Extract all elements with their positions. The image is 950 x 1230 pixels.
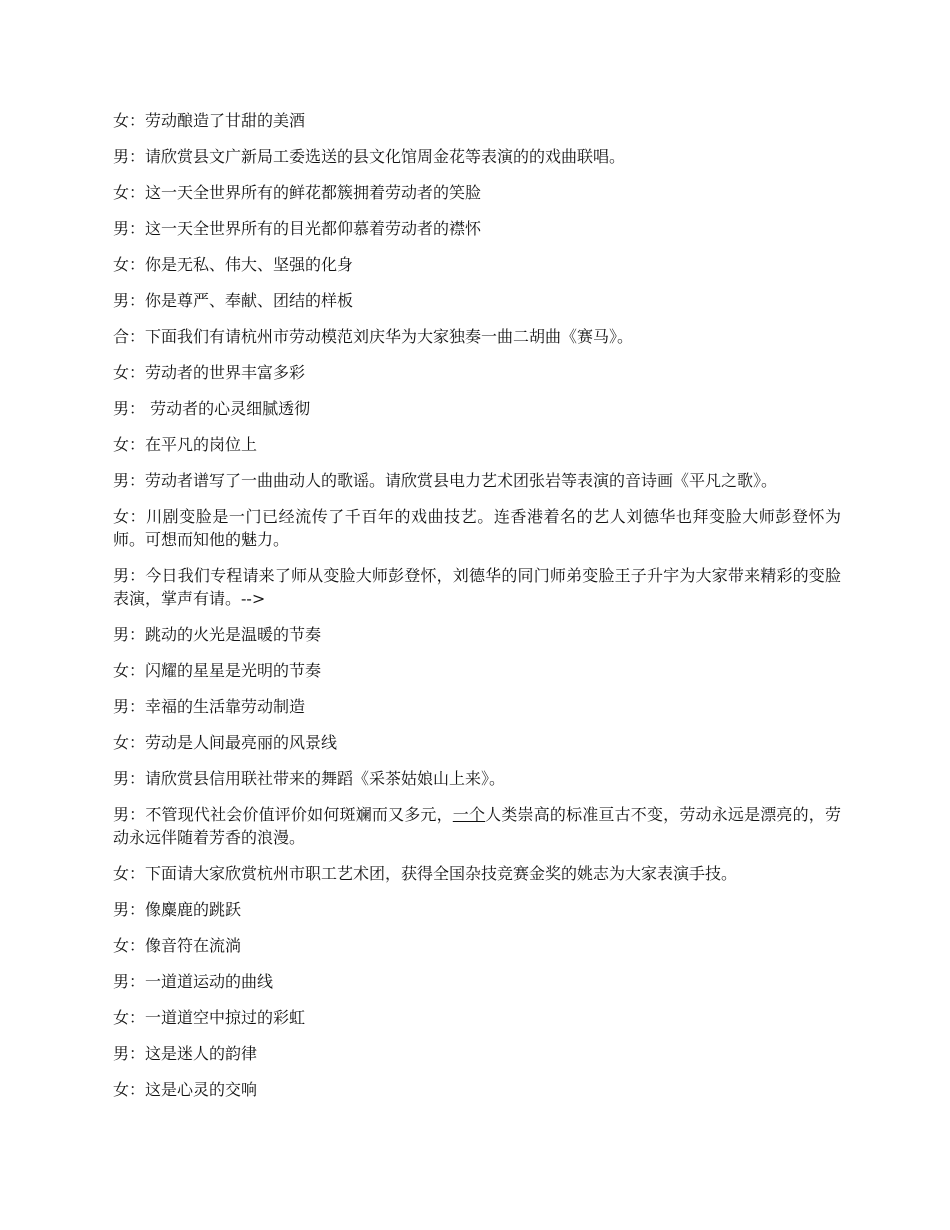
paragraph: 男：请欣赏县信用联社带来的舞蹈《采茶姑娘山上来》。 <box>113 769 506 788</box>
paragraph: 女：劳动是人间最亮丽的风景线 <box>113 733 338 752</box>
paragraph: 男：请欣赏县文广新局工委选送的县文化馆周金花等表演的的戏曲联唱。 <box>113 147 626 166</box>
paragraph: 男：这是迷人的韵律 <box>113 1044 258 1063</box>
paragraph: 男：幸福的生活靠劳动制造 <box>113 697 306 716</box>
paragraph-text-before: 男：不管现代社会价值评价如何斑斓而又多元， <box>113 805 453 824</box>
paragraph: 男：劳动者谱写了一曲曲动人的歌谣。请欣赏县电力艺术团张岩等表演的音诗画《平凡之歌》。 <box>113 471 778 490</box>
paragraph: 合：下面我们有请杭州市劳动模范刘庆华为大家独奏一曲二胡曲《赛马》。 <box>113 327 634 346</box>
underlined-text: 一个 <box>452 805 486 824</box>
paragraph: 女：你是无私、伟大、坚强的化身 <box>113 255 354 274</box>
paragraph: 男：像麋鹿的跳跃 <box>113 900 242 919</box>
paragraph: 男：今日我们专程请来了师从变脸大师彭登怀，刘德华的同门师弟变脸王子升宇为大家带来精彩的变脸表演，掌声有请。--> <box>113 566 841 608</box>
paragraph: 男： 劳动者的心灵细腻透彻 <box>113 399 311 418</box>
paragraph: 女：下面请大家欣赏杭州市职工艺术团，获得全国杂技竞赛金奖的姚志为大家表演手技。 <box>113 864 738 883</box>
paragraph-with-underline <box>113 803 841 849</box>
paragraph: 女：闪耀的星星是光明的节奏 <box>113 661 322 680</box>
paragraph-text-after: 人类崇高的标准亘古不变，劳动永远是漂亮的，劳动永远伴随着芳香的浪漫。 <box>113 805 841 847</box>
paragraph: 男：一道道运动的曲线 <box>113 972 274 991</box>
paragraph: 女：一道道空中掠过的彩虹 <box>113 1008 306 1027</box>
document-body <box>113 109 841 1114</box>
paragraph: 女：在平凡的岗位上 <box>113 435 258 454</box>
paragraph: 女：川剧变脸是一门已经流传了千百年的戏曲技艺。连香港着名的艺人刘德华也拜变脸大师彭登怀为师。可想而知他的魅力。 <box>113 507 841 549</box>
paragraph: 女：这一天全世界所有的鲜花都簇拥着劳动者的笑脸 <box>113 183 482 202</box>
paragraph: 女：像音符在流淌 <box>113 936 242 955</box>
paragraph: 男：跳动的火光是温暖的节奏 <box>113 625 322 644</box>
paragraph: 女：劳动酿造了甘甜的美酒 <box>113 111 306 130</box>
paragraph: 女：这是心灵的交响 <box>113 1080 258 1099</box>
paragraph: 男：这一天全世界所有的目光都仰慕着劳动者的襟怀 <box>113 219 482 238</box>
paragraph: 女：劳动者的世界丰富多彩 <box>113 363 306 382</box>
paragraph: 男：你是尊严、奉献、团结的样板 <box>113 291 354 310</box>
